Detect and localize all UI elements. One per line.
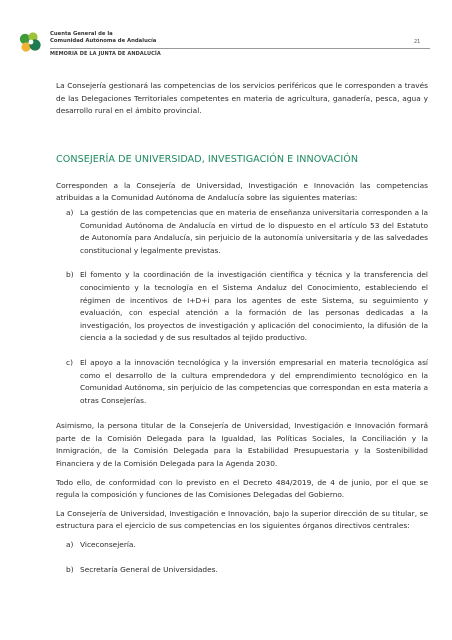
list-item-text: El apoyo a la innovación tecnológica y la inversión empresarial en materia tecnológica así como el desarrollo de la cultura emprendedora y del emprendimiento tecnológico en la Comunidad Autónoma, sin perjuicio de las competencias que correspondan en esta materia a otras Consejerías. bbox=[80, 357, 428, 405]
list-marker: b) bbox=[66, 564, 74, 574]
report-title bbox=[50, 31, 156, 44]
junta-andalucia-logo-icon bbox=[18, 30, 44, 56]
list-marker: a) bbox=[66, 540, 74, 550]
section-intro-paragraph: Corresponden a la Consejería de Universidad, Investigación e Innovación las competencias atribuidas a la Comunidad Autónoma de Andalucía sobre las siguientes materias: bbox=[56, 180, 428, 203]
page-content bbox=[56, 80, 428, 576]
list-item bbox=[56, 539, 428, 552]
decreto-paragraph: Todo ello, de conformidad con lo previsto en el Decreto 484/2019, de 4 de junio, por el que se regula la composición y funciones de las Comisiones Delegadas del Gobierno. bbox=[56, 477, 428, 500]
list-item-text: El fomento y la coordinación de la investigación científica y técnica y la transferencia del conocimiento y la tecnología en el Sistema Andaluz del Conocimiento, estableciendo el régimen de incentivos de I+D+i para los agentes de este Sistema, su seguimiento y evaluación, con especial atención a la formación de las personas dedicadas a la investigación, los proyectos de investigación y aplicación del conocimiento, la difusión de la ciencia a la sociedad y de sus resultados al tejido productivo. bbox=[80, 270, 428, 343]
header-divider bbox=[50, 48, 430, 49]
page-number: 21 bbox=[414, 39, 421, 45]
list-marker: c) bbox=[66, 357, 73, 367]
estructura-paragraph: La Consejería de Universidad, Investigación e Innovación, bajo la superior dirección de su titular, se estructura para el ejercicio de sus competencias en los siguientes órganos directivos centrales: bbox=[56, 508, 428, 531]
report-title-line1: Cuenta General de la bbox=[50, 31, 113, 37]
list-item bbox=[56, 357, 428, 407]
list-item bbox=[56, 207, 428, 257]
report-title-line2: Comunidad Autónoma de Andalucía bbox=[50, 37, 157, 44]
list-item-text: Secretaría General de Universidades. bbox=[80, 564, 218, 574]
section-title: CONSEJERÍA DE UNIVERSIDAD, INVESTIGACIÓN E INNOVACIÓN bbox=[56, 153, 359, 165]
organos-list bbox=[56, 539, 428, 576]
page-header bbox=[0, 0, 452, 70]
titular-paragraph: Asimismo, la persona titular de la Consejería de Universidad, Investigación e Innovación formará parte de la Comisión Delegada para la Igualdad, las Políticas Sociales, la Conciliación y la Inmigración, de la Comisión Delegada para la Estabilidad Presupuestaria y la Sostenibilidad Financiera y de la Comisión Delegada para la Agenda 2030. bbox=[56, 421, 428, 469]
report-subtitle: MEMORIA DE LA JUNTA DE ANDALUCÍA bbox=[50, 51, 161, 57]
intro-paragraph: La Consejería gestionará las competencias de los servicios periféricos que le corresponden a través de las Delegaciones Territoriales competentes en materia de agricultura, ganadería, pesca, agua y desarrollo rural en el ámbito provincial. bbox=[56, 81, 428, 116]
list-marker: b) bbox=[66, 270, 74, 280]
list-item bbox=[56, 269, 428, 345]
list-item-text: La gestión de las competencias que en materia de enseñanza universitaria corresponden a la Comunidad Autónoma de Andalucía en virtud de lo dispuesto en el artículo 53 del Estatuto de Autonomía para Andalucía, sin perjuicio de la autonomía universitaria y de las salvedades constitucional y legalmente previstas. bbox=[80, 207, 428, 255]
materias-list bbox=[56, 207, 428, 407]
list-marker: a) bbox=[66, 207, 74, 217]
list-item-text: Viceconsejería. bbox=[80, 540, 136, 550]
list-item bbox=[56, 564, 428, 577]
